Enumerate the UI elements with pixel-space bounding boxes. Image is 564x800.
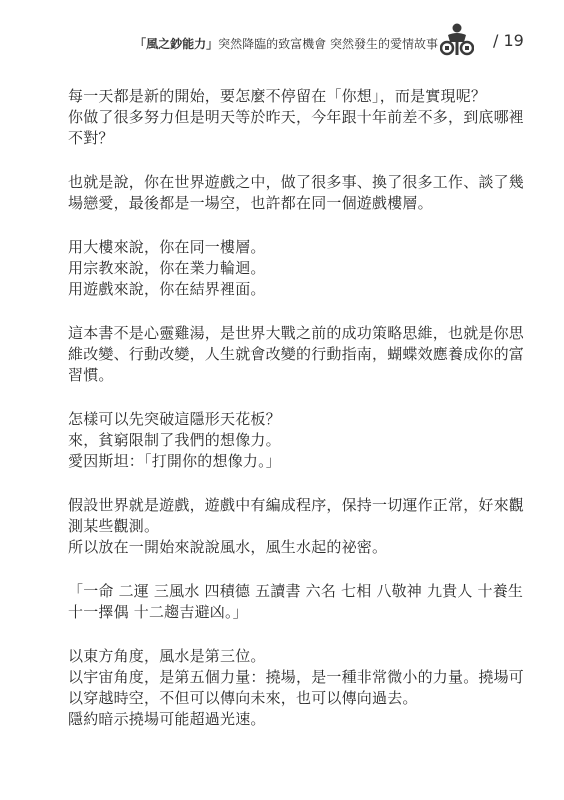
text-line: 用遊戲來說，你在結界裡面。 [68,280,266,298]
book-title: 「風之鈔能力」 [134,37,219,51]
text-line: 十一擇偶 十二趨吉避凶。」 [68,603,248,621]
text-line: 隱約暗示撓場可能超過光速。 [68,710,266,728]
paragraph [68,237,508,300]
text-line: 這本書不是心靈雞湯，是世界大戰之前的成功策略思維，也就是你思 [68,324,525,342]
text-line: 你做了很多努力但是明天等於昨天，今年跟十年前差不多，到底哪裡 [68,108,525,126]
paragraph [68,495,525,558]
text-line: 用宗教來說，你在業力輪迴。 [68,259,266,277]
text-line: 也就是說，你在世界遊戲之中，做了很多事、換了很多工作、談了幾 [68,173,525,191]
text-line: 愛因斯坦：「打開你的想像力。」 [68,452,282,470]
text-line: 用大樓來說，你在同一樓層。 [68,238,266,256]
text-line: 所以放在一開始來說說風水，風生水起的祕密。 [68,538,388,556]
paragraph [68,86,525,149]
page-header [0,22,564,62]
paragraph [68,581,524,623]
text-line: 「一命 二運 三風水 四積德 五讀書 六名 七相 八敬神 九貴人 十養生 [68,582,524,600]
text-line: 來，貧窮限制了我們的想像力。 [68,431,281,449]
text-line: 以穿越時空，不但可以傳向未來，也可以傳向過去。 [68,689,418,707]
book-subtitle: 突然降臨的致富機會 突然發生的愛情故事 [218,37,438,51]
text-line: 以東方角度，風水是第三位。 [68,647,266,665]
text-line: 場戀愛，最後都是一場空，也許都在同一個遊戲樓層。 [68,194,433,212]
logo-icon [440,22,474,58]
paragraph [68,172,525,214]
text-line: 假設世界就是遊戲，遊戲中有編成程序，保持一切運作正常，好來觀 [68,496,525,514]
paragraph [68,409,508,472]
page-number: / 19 [493,31,524,50]
paragraph [68,323,525,386]
paragraph [68,646,525,730]
running-header [134,35,438,52]
body-text [68,86,525,753]
text-line: 怎樣可以先突破這隱形天花板？ [68,410,281,428]
text-line: 習慣。 [68,366,114,384]
text-line: 以宇宙角度，是第五個力量：撓場，是一種非常微小的力量。撓場可 [68,668,525,686]
text-line: 測某些觀測。 [68,517,160,535]
text-line: 每一天都是新的開始，要怎麼不停留在「你想」，而是實現呢？ [68,87,487,105]
text-line: 維改變、行動改變，人生就會改變的行動指南，蝴蝶效應養成你的富 [68,345,525,363]
text-line: 不對？ [68,129,114,147]
